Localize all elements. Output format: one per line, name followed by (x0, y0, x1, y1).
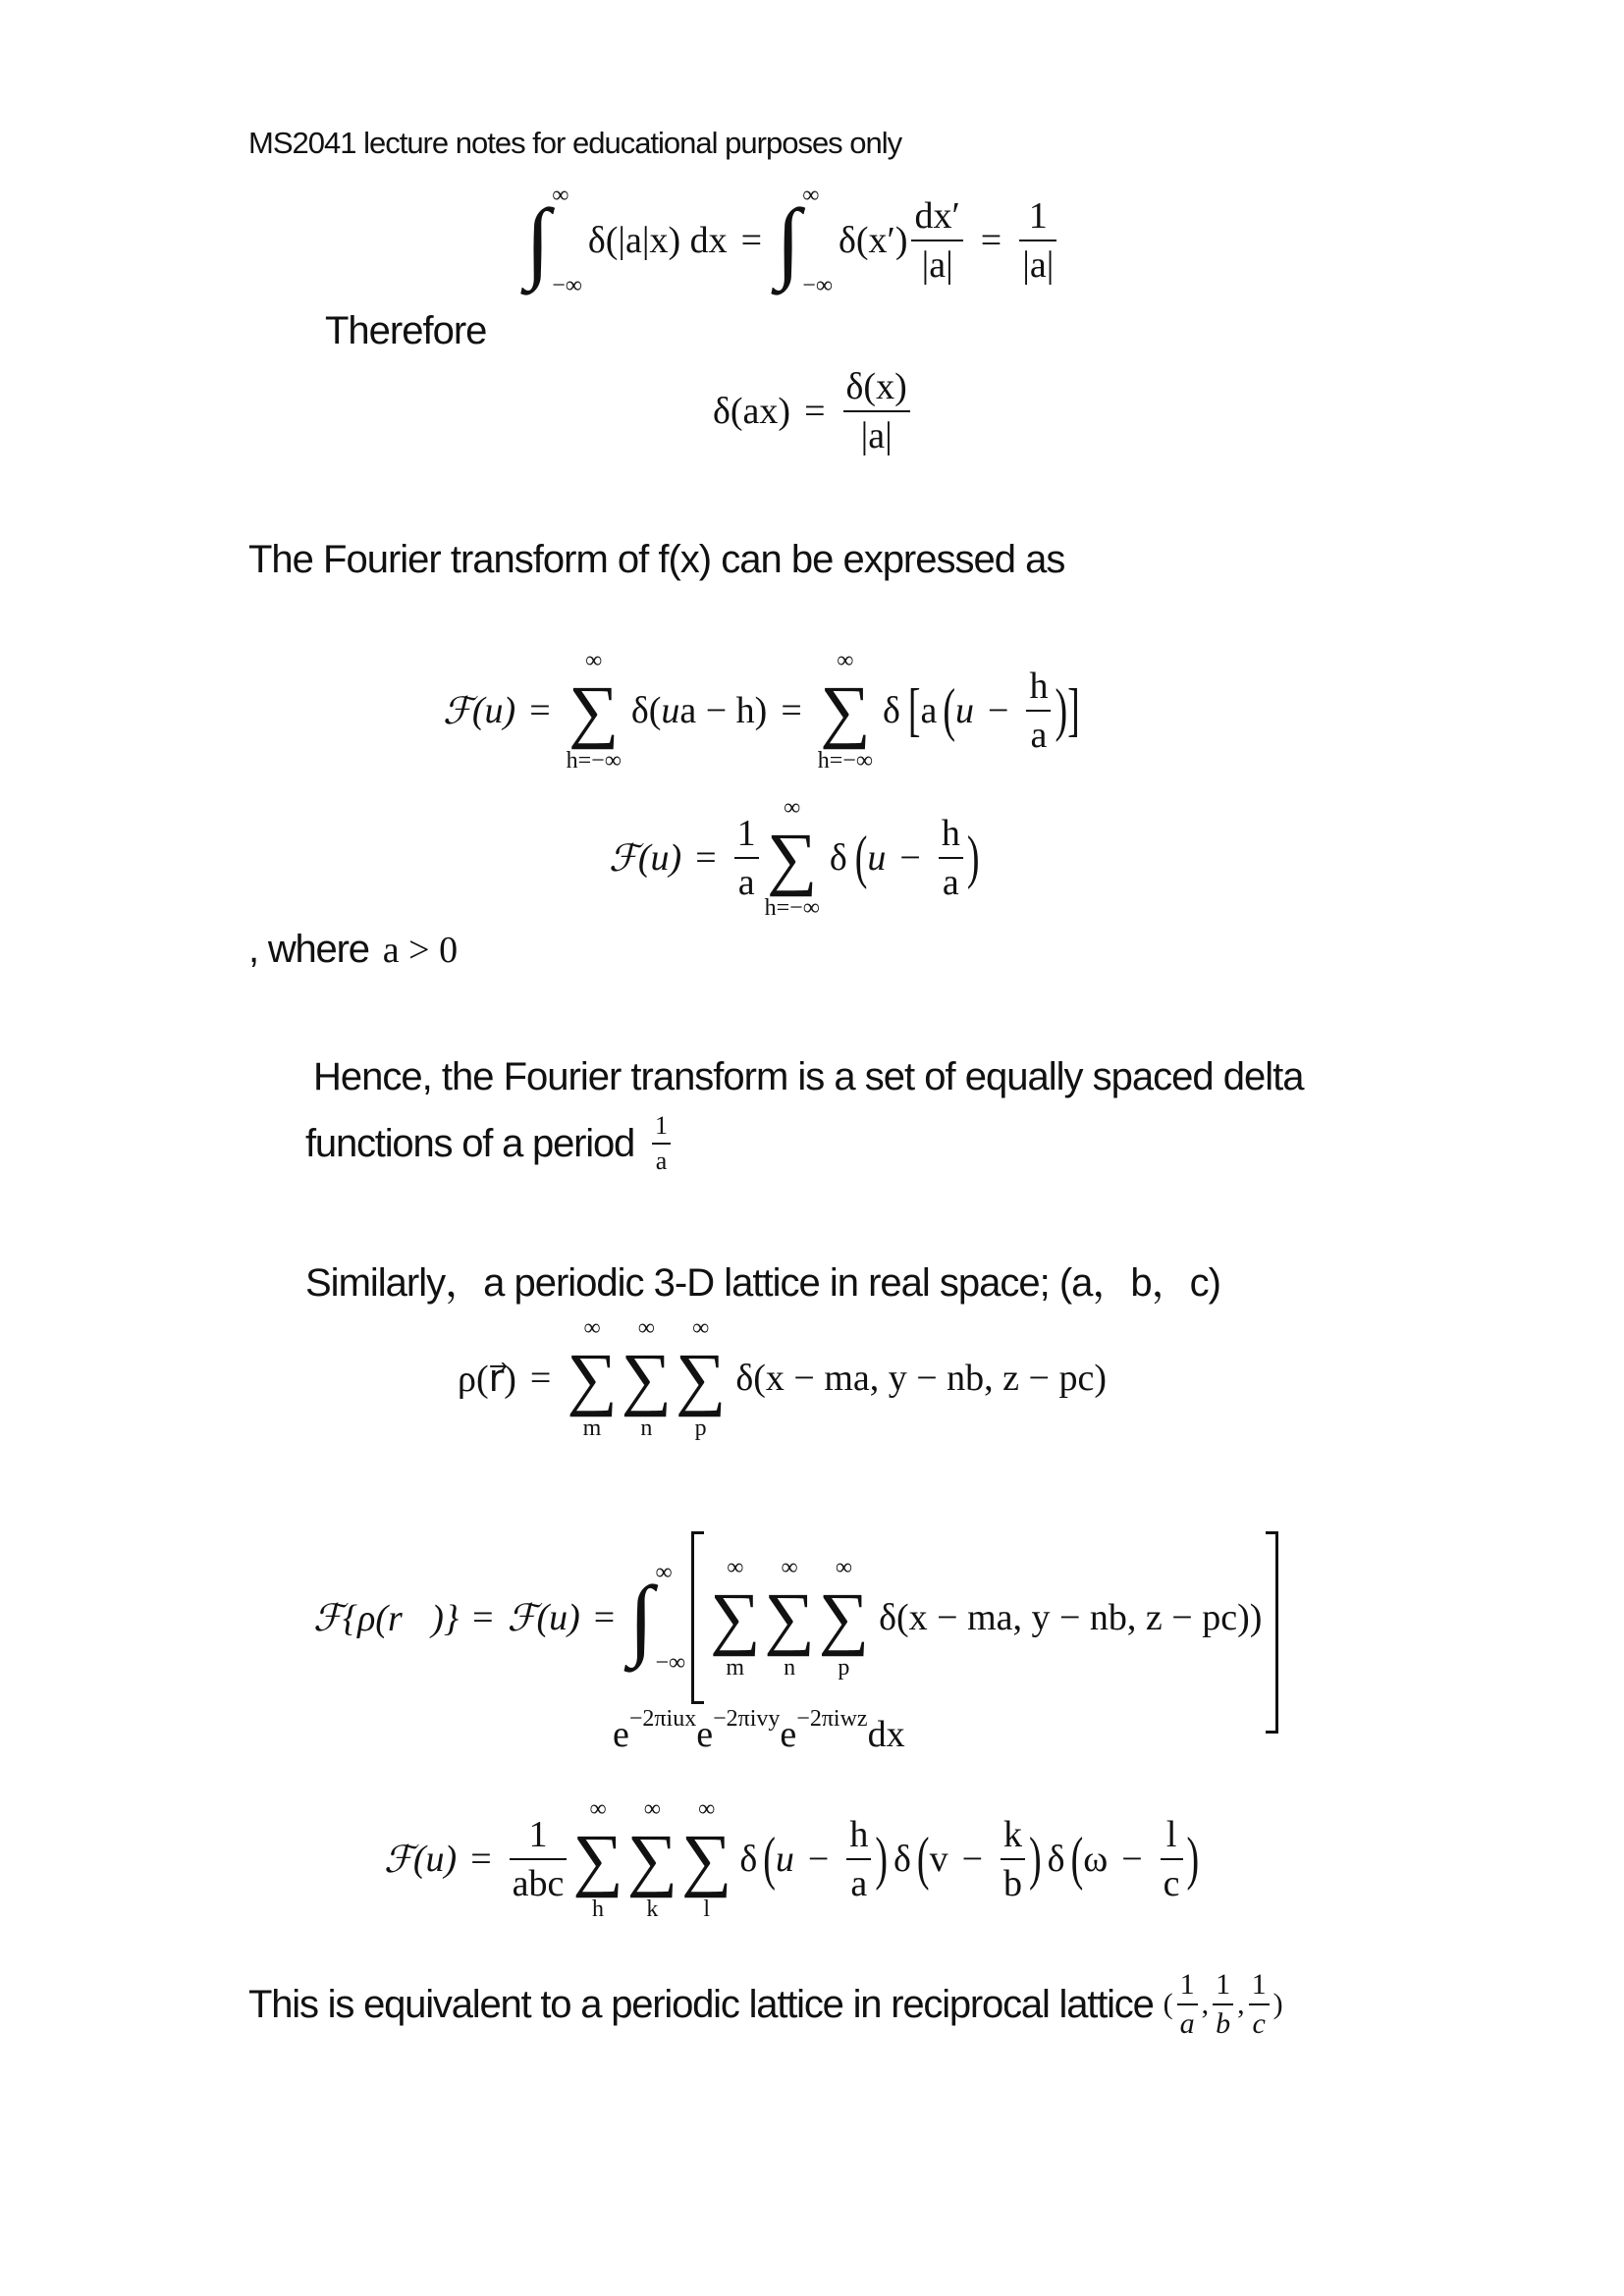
math-symbol: dx′ (914, 195, 960, 237)
math-symbol: p (838, 1655, 850, 1681)
math-symbol: a (1026, 710, 1051, 757)
math-symbol: h=−∞ (566, 748, 622, 774)
math-symbol: a − h) (679, 690, 768, 731)
math-symbol (765, 795, 820, 921)
math-symbol: h=−∞ (764, 895, 820, 921)
math-symbol: h=−∞ (817, 748, 873, 774)
math-symbol: u (955, 690, 975, 731)
similarly-text: Similarly，a periodic 3-D lattice in real space; (a，b，c) (305, 1261, 1220, 1305)
math-symbol: ∑ (764, 1578, 815, 1657)
math-symbol: k (1003, 1814, 1022, 1855)
math-symbol: a (939, 857, 963, 904)
math-symbol: ∑ (626, 1820, 678, 1898)
where-text: , where (248, 928, 369, 971)
math-symbol (1161, 1813, 1183, 1905)
math-symbol: ∞ (583, 1315, 601, 1341)
math-symbol: = (980, 220, 1002, 261)
integral-sign (525, 182, 582, 299)
equation-delta-scaling (713, 365, 914, 457)
math-symbol: c (1161, 1858, 1183, 1905)
math-symbol: ∑ (568, 671, 620, 750)
equation-lattice-density (458, 1315, 1107, 1441)
math-symbol: , (1237, 1988, 1245, 2020)
math-symbol: ∞ (552, 183, 569, 208)
equation-exponentials (613, 1705, 905, 1756)
math-symbol: ) (1186, 1826, 1200, 1893)
equation-lattice-fourier (313, 1502, 1278, 1734)
left-bracket (691, 1531, 704, 1704)
math-symbol: δ( (630, 690, 662, 731)
math-symbol: ∑ (676, 1339, 727, 1417)
math-symbol: u (867, 837, 887, 879)
math-symbol: (u) (637, 837, 682, 879)
math-symbol: |a| (843, 410, 910, 457)
period-fraction (648, 1111, 675, 1176)
math-symbol (1001, 1813, 1025, 1905)
math-symbol: ρ(r⃗) (458, 1358, 516, 1400)
math-symbol: −2πiwz (796, 1705, 868, 1732)
math-symbol: 1 (736, 813, 756, 854)
math-symbol (681, 1796, 731, 1922)
math-symbol: ) (875, 1826, 888, 1893)
math-symbol (819, 1555, 869, 1681)
math-symbol: ∑ (818, 1578, 870, 1657)
math-symbol (846, 1813, 871, 1905)
math-symbol: (u) (471, 690, 516, 731)
math-symbol: e (780, 1714, 797, 1755)
math-symbol: δ(x) (845, 366, 907, 407)
math-symbol: m (582, 1415, 602, 1441)
math-symbol (1019, 194, 1056, 287)
math-symbol: ∫ (776, 190, 801, 291)
math-symbol: ∞ (837, 648, 854, 673)
math-symbol: ∞ (585, 648, 603, 673)
math-symbol: v (929, 1839, 948, 1880)
math-symbol: δ (893, 1839, 911, 1880)
math-symbol: ( (763, 1826, 776, 1893)
math-symbol: |a| (911, 240, 962, 287)
math-symbol: ∞ (655, 1560, 673, 1585)
equation-fourier-sum (443, 648, 1080, 774)
math-symbol: ω (1083, 1839, 1109, 1880)
math-symbol: − (988, 690, 1009, 731)
math-symbol: e (696, 1714, 714, 1755)
equation-fourier-result (609, 795, 979, 921)
condition: a > 0 (382, 929, 459, 971)
math-symbol (1213, 1968, 1233, 2041)
math-symbol (1026, 665, 1051, 757)
math-symbol: e (613, 1714, 629, 1755)
math-symbol: h (941, 813, 960, 854)
math-symbol: a (734, 857, 759, 904)
math-symbol: δ (739, 1839, 758, 1880)
math-symbol: 1 (1216, 1968, 1231, 2001)
math-symbol: l (703, 1896, 711, 1922)
math-symbol: a (1177, 2003, 1198, 2041)
math-symbol (622, 1315, 672, 1441)
math-symbol: −2πiux (628, 1705, 697, 1732)
math-symbol: u (775, 1839, 794, 1880)
math-symbol: ∫ (628, 1568, 654, 1668)
math-symbol: = (529, 690, 551, 731)
math-symbol: δ (882, 690, 900, 731)
math-symbol: ) (1029, 1826, 1042, 1893)
math-symbol: 1 (1028, 195, 1048, 237)
math-symbol: ( (854, 825, 868, 891)
math-symbol: h (592, 1896, 605, 1922)
equation-reciprocal-lattice (384, 1796, 1199, 1922)
math-symbol: ∞ (781, 1555, 798, 1580)
math-symbol: 1 (528, 1814, 548, 1855)
math-symbol: = (472, 1597, 494, 1638)
math-symbol: ℱ (507, 1597, 537, 1639)
math-symbol: ∞ (727, 1555, 744, 1580)
math-symbol: ∑ (621, 1339, 672, 1417)
math-symbol: = (695, 837, 717, 879)
math-symbol: k (646, 1896, 659, 1922)
math-symbol (818, 648, 873, 774)
right-bracket (1266, 1531, 1278, 1734)
math-symbol (939, 812, 963, 904)
math-symbol (802, 182, 833, 299)
math-symbol (676, 1315, 726, 1441)
math-symbol: δ(|a|x) dx (587, 220, 728, 261)
math-symbol: −∞ (655, 1650, 686, 1676)
math-symbol: a (652, 1143, 671, 1176)
math-symbol: a (846, 1858, 871, 1905)
math-symbol: − (1121, 1839, 1143, 1880)
intro-text: The Fourier transform of f(x) can be expressed as (248, 538, 1065, 581)
math-symbol: u (661, 690, 680, 731)
math-symbol: p (694, 1415, 707, 1441)
math-symbol: − (961, 1839, 983, 1880)
math-symbol: ) (1272, 1988, 1283, 2020)
math-symbol: ∞ (835, 1555, 852, 1580)
math-symbol: ∑ (820, 671, 871, 750)
math-symbol: c (1249, 2003, 1270, 2041)
math-symbol: −∞ (802, 273, 833, 298)
math-symbol: ∞ (698, 1796, 716, 1822)
math-symbol: abc (510, 1858, 568, 1905)
hence-line-1: Hence, the Fourier transform is a set of equally spaced delta (313, 1055, 1304, 1098)
math-symbol: ∑ (567, 1339, 618, 1417)
math-symbol: m (726, 1655, 745, 1681)
integral-sign (628, 1559, 685, 1677)
hence-line-2: functions of a period (305, 1121, 635, 1165)
math-symbol: ) (1055, 677, 1068, 744)
math-symbol: (u) (536, 1597, 580, 1638)
math-symbol: [ (907, 677, 921, 744)
math-symbol: ] (1067, 677, 1080, 744)
math-symbol: ℱ (384, 1839, 413, 1881)
math-symbol: b (1213, 2003, 1233, 2041)
math-symbol: ) (966, 825, 980, 891)
math-symbol: ( (943, 677, 956, 744)
math-symbol: = (740, 220, 763, 261)
math-symbol: −∞ (552, 273, 582, 298)
math-symbol: δ(x − ma, y − nb, z − pc) (735, 1358, 1107, 1399)
math-symbol: ℱ (609, 837, 638, 880)
math-symbol: ∑ (710, 1578, 761, 1657)
math-symbol: ∞ (643, 1796, 661, 1822)
math-symbol (734, 812, 759, 904)
math-symbol: δ(x − ma, y − nb, z − pc)) (879, 1597, 1263, 1638)
math-symbol (572, 1796, 623, 1922)
math-symbol (627, 1796, 677, 1922)
math-symbol: ∫ (525, 190, 551, 291)
math-symbol: h (1029, 666, 1049, 707)
math-symbol: l (1165, 1814, 1177, 1855)
math-symbol: 1 (655, 1111, 669, 1140)
math-symbol (510, 1813, 568, 1905)
where-line (248, 928, 458, 972)
math-symbol (1177, 1968, 1198, 2041)
math-symbol: ( (1070, 1826, 1084, 1893)
math-symbol: ∞ (802, 183, 820, 208)
math-symbol: δ (829, 837, 847, 879)
integral-sign (776, 182, 833, 299)
math-symbol (567, 1315, 617, 1441)
equation-integral-delta (525, 182, 1060, 299)
conclusion-line (248, 1968, 1283, 2041)
math-symbol: n (784, 1655, 796, 1681)
math-symbol (567, 648, 622, 774)
math-symbol: ( (1163, 1988, 1173, 2020)
math-symbol (710, 1555, 760, 1681)
hence-line-2-row (305, 1111, 675, 1176)
page-header: MS2041 lecture notes for educational purposes only (248, 126, 902, 160)
math-symbol: (u) (412, 1839, 458, 1880)
math-symbol: h (849, 1814, 869, 1855)
math-symbol: ℱ (443, 690, 472, 732)
math-symbol: δ(ax) (713, 391, 791, 432)
math-symbol (655, 1559, 685, 1677)
math-symbol: δ (1047, 1839, 1065, 1880)
math-symbol: ∞ (692, 1315, 710, 1341)
therefore-text: Therefore (325, 309, 487, 352)
math-symbol: ∞ (637, 1315, 655, 1341)
math-symbol (764, 1555, 814, 1681)
reciprocal-vector (1164, 1968, 1283, 2041)
math-symbol (911, 194, 962, 287)
math-symbol: − (899, 837, 921, 879)
math-symbol: ∞ (589, 1796, 607, 1822)
math-symbol: = (529, 1358, 552, 1399)
math-symbol: = (470, 1839, 492, 1880)
math-symbol: b (1001, 1858, 1025, 1905)
math-symbol: dx (867, 1714, 905, 1755)
math-symbol (652, 1111, 671, 1176)
math-symbol: − (807, 1839, 830, 1880)
math-symbol: = (593, 1597, 616, 1638)
conclusion-text: This is equivalent to a periodic lattice in reciprocal lattice (248, 1982, 1154, 2026)
math-symbol: ∑ (681, 1820, 732, 1898)
math-symbol: = (804, 391, 826, 432)
math-symbol: |a| (1019, 240, 1056, 287)
math-symbol: n (640, 1415, 653, 1441)
math-symbol: ∑ (572, 1820, 623, 1898)
math-symbol (552, 182, 582, 299)
math-symbol: δ(x′) (838, 220, 908, 261)
math-symbol (1249, 1968, 1270, 2041)
math-symbol: 1 (1251, 1968, 1267, 2001)
math-symbol (843, 365, 910, 457)
math-symbol: ∑ (767, 819, 818, 897)
math-symbol: ℱ{ρ(r⃗)} (313, 1597, 460, 1639)
math-symbol: ∞ (784, 795, 801, 821)
math-symbol: a (920, 690, 938, 731)
math-symbol: , (1201, 1988, 1210, 2020)
math-symbol: −2πivy (713, 1705, 781, 1732)
math-symbol: ( (916, 1826, 930, 1893)
math-symbol: 1 (1179, 1968, 1195, 2001)
math-symbol: = (781, 690, 802, 731)
